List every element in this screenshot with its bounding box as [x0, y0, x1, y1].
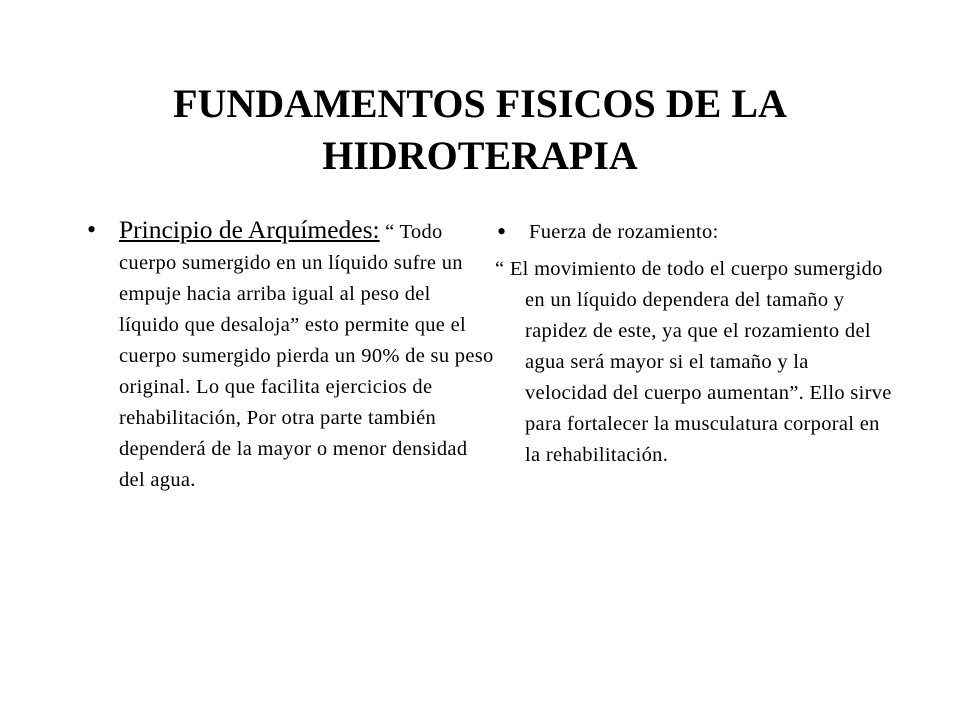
right-bullet-item [495, 216, 895, 248]
right-column [495, 216, 895, 471]
archimedes-text: “ Todo cuerpo sumergido en un líquido sufre un empuje hacia arriba igual al peso del líquido que desaloja” esto permite que el cuerpo sumergido pierda un 90% de su peso original. Lo que facilita ejercicios de rehabilitación, Por otra parte también dependerá de la mayor o menor densidad del agua. [119, 221, 494, 491]
bullet-point: • [87, 215, 97, 244]
archimedes-heading: Principio de Arquímedes: [119, 215, 380, 244]
slide-title [100, 78, 860, 182]
title-line-2: HIDROTERAPIA [322, 133, 638, 178]
title-line-1: FUNDAMENTOS FISICOS DE LA [173, 81, 787, 126]
left-bullet-item [85, 214, 495, 496]
friction-text: “ El movimiento de todo el cuerpo sumergido en un líquido dependera del tamaño y rapidez de este, ya que el rozamiento del agua será mayor si el tamaño y la velocidad del cuerpo aumentan”. Ello sirve para fortalecer la musculatura corporal en la rehabilitación. [495, 258, 892, 466]
friction-heading: Fuerza de rozamiento: [529, 221, 719, 243]
bullet-point: • [497, 217, 507, 246]
left-bullet-body [119, 214, 495, 496]
left-column [85, 214, 495, 496]
